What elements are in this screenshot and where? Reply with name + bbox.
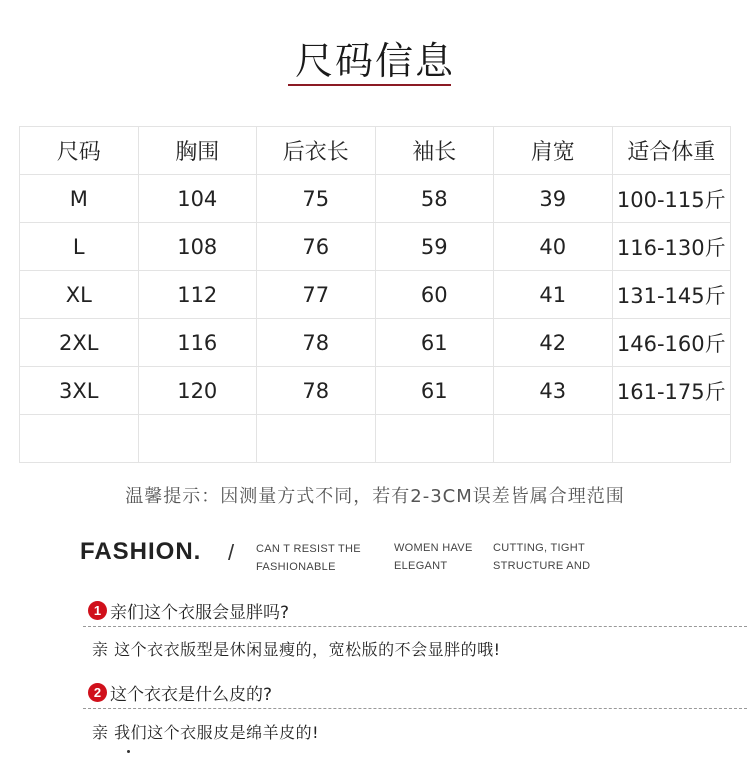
header-chest: 胸围 [138, 127, 257, 175]
tagline-line: CAN T RESIST THE [256, 543, 361, 555]
table-row [20, 223, 731, 271]
cell-empty [138, 415, 257, 463]
cell-empty [375, 415, 494, 463]
dashed-divider [83, 708, 747, 709]
table-header-row [20, 127, 731, 175]
cell-size: L [20, 223, 139, 271]
tagline-line: WOMEN HAVE [394, 542, 473, 554]
cell-weight: 116-130斤 [612, 223, 731, 271]
cell-length: 76 [257, 223, 376, 271]
header-size: 尺码 [20, 127, 139, 175]
dashed-divider [83, 626, 747, 627]
faq-answer-2: 亲 我们这个衣服皮是绵羊皮的! [92, 723, 320, 742]
cell-size: M [20, 175, 139, 223]
tagline-line: STRUCTURE AND [493, 560, 591, 572]
cell-chest: 120 [138, 367, 257, 415]
faq-answer-1: 亲 这个衣衣版型是休闲显瘦的，宽松版的不会显胖的哦! [92, 640, 501, 659]
page-title: 尺码信息 [294, 39, 455, 83]
cell-sleeve: 61 [375, 367, 494, 415]
cell-sleeve: 60 [375, 271, 494, 319]
cell-empty [612, 415, 731, 463]
cell-sleeve: 58 [375, 175, 494, 223]
cell-length: 78 [257, 319, 376, 367]
fashion-tagline-2 [394, 539, 473, 575]
header-shoulder: 肩宽 [494, 127, 613, 175]
cell-shoulder: 39 [494, 175, 613, 223]
cell-sleeve: 61 [375, 319, 494, 367]
number-two-icon: 2 [88, 683, 107, 702]
fashion-logo: FASHION. [80, 538, 202, 565]
table-row [20, 367, 731, 415]
cell-shoulder: 42 [494, 319, 613, 367]
fashion-tagline-3 [493, 539, 590, 575]
header-length: 后衣长 [257, 127, 376, 175]
faq-question-2 [88, 680, 272, 705]
table-row-empty [20, 415, 731, 463]
decorative-dot [127, 750, 130, 753]
cell-size: XL [20, 271, 139, 319]
cell-chest: 104 [138, 175, 257, 223]
cell-shoulder: 43 [494, 367, 613, 415]
table-row [20, 319, 731, 367]
fashion-tagline-1 [256, 540, 361, 576]
faq-question-1 [88, 598, 289, 623]
cell-length: 77 [257, 271, 376, 319]
header-sleeve: 袖长 [375, 127, 494, 175]
tagline-line: ELEGANT [394, 560, 448, 572]
faq-question-text: 这个衣衣是什么皮的? [110, 685, 273, 705]
cell-size: 3XL [20, 367, 139, 415]
cell-length: 75 [257, 175, 376, 223]
cell-empty [494, 415, 613, 463]
cell-empty [20, 415, 139, 463]
cell-empty [257, 415, 376, 463]
tagline-line: CUTTING, TIGHT [493, 542, 585, 554]
cell-weight: 146-160斤 [612, 319, 731, 367]
header-weight: 适合体重 [612, 127, 731, 175]
cell-length: 78 [257, 367, 376, 415]
cell-weight: 161-175斤 [612, 367, 731, 415]
number-one-icon: 1 [88, 601, 107, 620]
table-row [20, 271, 731, 319]
cell-shoulder: 41 [494, 271, 613, 319]
cell-chest: 112 [138, 271, 257, 319]
cell-shoulder: 40 [494, 223, 613, 271]
cell-chest: 108 [138, 223, 257, 271]
title-underline [288, 84, 451, 86]
cell-weight: 131-145斤 [612, 271, 731, 319]
fashion-slash: / [228, 540, 235, 565]
faq-question-text: 亲们这个衣服会显胖吗? [110, 603, 290, 623]
table-row [20, 175, 731, 223]
cell-size: 2XL [20, 319, 139, 367]
cell-weight: 100-115斤 [612, 175, 731, 223]
measurement-tip: 温馨提示：因测量方式不同，若有2-3CM误差皆属合理范围 [125, 486, 625, 507]
size-table [19, 126, 731, 463]
cell-sleeve: 59 [375, 223, 494, 271]
cell-chest: 116 [138, 319, 257, 367]
tagline-line: FASHIONABLE [256, 561, 336, 573]
